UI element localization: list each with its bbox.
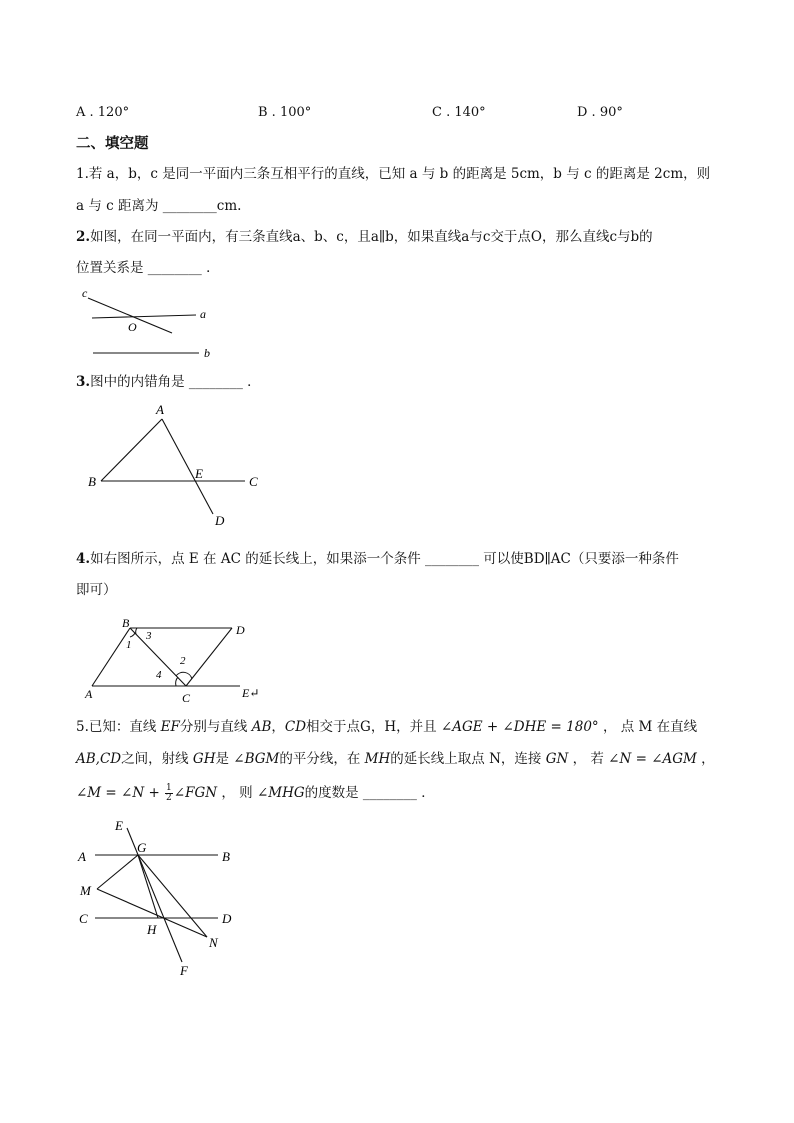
choice-a: A . 120° [76,105,130,120]
q4-angle-1: 1 [126,639,132,651]
q5-label-a: A [78,849,86,864]
q4-angle-3: 3 [146,630,152,642]
q2-label-a: a [200,307,206,321]
choice-d: D . 90° [577,105,623,120]
q5-math-n-agm: ∠N = ∠AGM [608,751,697,767]
q5-label-c: C [79,911,88,926]
q4-angle-4: 4 [156,669,162,681]
q4-label-c: C [182,691,191,705]
q5-math-mhg: ∠MHG [256,785,305,801]
q3-label-d: D [215,513,225,528]
q5-math-gh: GH [192,751,216,767]
q5-label-n: N [209,935,218,950]
q1-line2: a 与 c 距离为 ________cm. [76,198,242,214]
q5-label-b: B [222,849,230,864]
q4-angle-2: 2 [180,655,186,667]
q2-line2: 位置关系是 ________ ． [76,260,220,276]
q5-math-bgm: ∠BGM [233,751,280,767]
q5-text-1e: ， [271,719,285,735]
q5-math-ab: AB [251,719,272,735]
q5-text-1g: 相交于点G，H，并且 [306,719,441,735]
q2-number: 2. [76,229,91,245]
q4-label-b: B [122,616,130,630]
q5-math-abcd: AB,CD [76,751,122,767]
q2-label-o: O [128,320,137,334]
q5-text-2d: 是 [215,751,234,767]
q2-text: 如图，在同一平面内，有三条直线a、b、c，且a∥b，如果直线a与c交于点O，那么直线c与b的 [90,229,653,245]
q4-number: 4. [76,551,91,567]
q2-label-c: c [82,286,88,300]
q5-text-1c: 分别与直线 [179,719,252,735]
q5-text-3c: ， 则 [217,785,257,801]
q4-label-d: D [236,623,245,637]
q5-math-angle-sum: ∠AGE + ∠DHE = 180° [440,719,599,735]
q4-label-e: E↵ [242,686,260,700]
q5-text-1i: ， 点 M 在直线 [598,719,698,735]
q5-text-2l: ， [696,751,715,767]
q4-text: 如右图所示，点 E 在 AC 的延长线上，如果添一个条件 ________ 可以使BD∥AC（只要添一种条件 [90,551,679,567]
q5-math-cd: CD [284,719,307,735]
q5-frac-den: 2 [166,793,172,803]
choice-c: C . 140° [432,105,486,120]
q3-number: 3. [76,374,91,390]
q5-text-2f: 的平分线，在 [279,751,365,767]
q3-label-c: C [249,474,258,489]
q4-label-a: A [85,687,93,701]
choice-b: B . 100° [258,105,312,120]
q5-math-ef: EF [160,719,180,735]
q3-label-e: E [195,466,203,481]
q4-line2: 即可） [76,582,117,598]
q5-label-m: M [80,883,91,898]
q5-frac-num: 1 [166,783,172,793]
q5-text-2b: 之间，射线 [121,751,193,767]
q5-label-h: H [147,922,157,937]
q5-label-d: D [222,911,232,926]
q5-text-1a: 5.已知：直线 [76,719,161,735]
q5-label-f: F [180,963,188,978]
q3-text: 图中的内错角是 ________ ． [90,374,261,390]
q5-text-2j: ， 若 [568,751,609,767]
q5-math-mh: MH [364,751,391,767]
q2-label-b: b [204,346,210,360]
q3-label-a: A [156,402,164,417]
q5-math-gn: GN [545,751,569,767]
q5-label-g: G [137,840,147,855]
q5-math-m-eq: ∠M = ∠N + [76,785,165,801]
q1-line1: 1.若 a，b，c 是同一平面内三条互相平行的直线，已知 a 与 b 的距离是 5cm，b 与 c 的距离是 2cm，则 [76,166,711,182]
q5-math-fgn: ∠FGN [173,785,218,801]
q5-label-e: E [115,818,123,833]
q5-text-3e: 的度数是 ________ ． [304,785,435,801]
q3-label-b: B [88,474,96,489]
q5-text-2h: 的延长线上取点 N，连接 [390,751,546,767]
section-title: 二、填空题 [76,136,149,152]
